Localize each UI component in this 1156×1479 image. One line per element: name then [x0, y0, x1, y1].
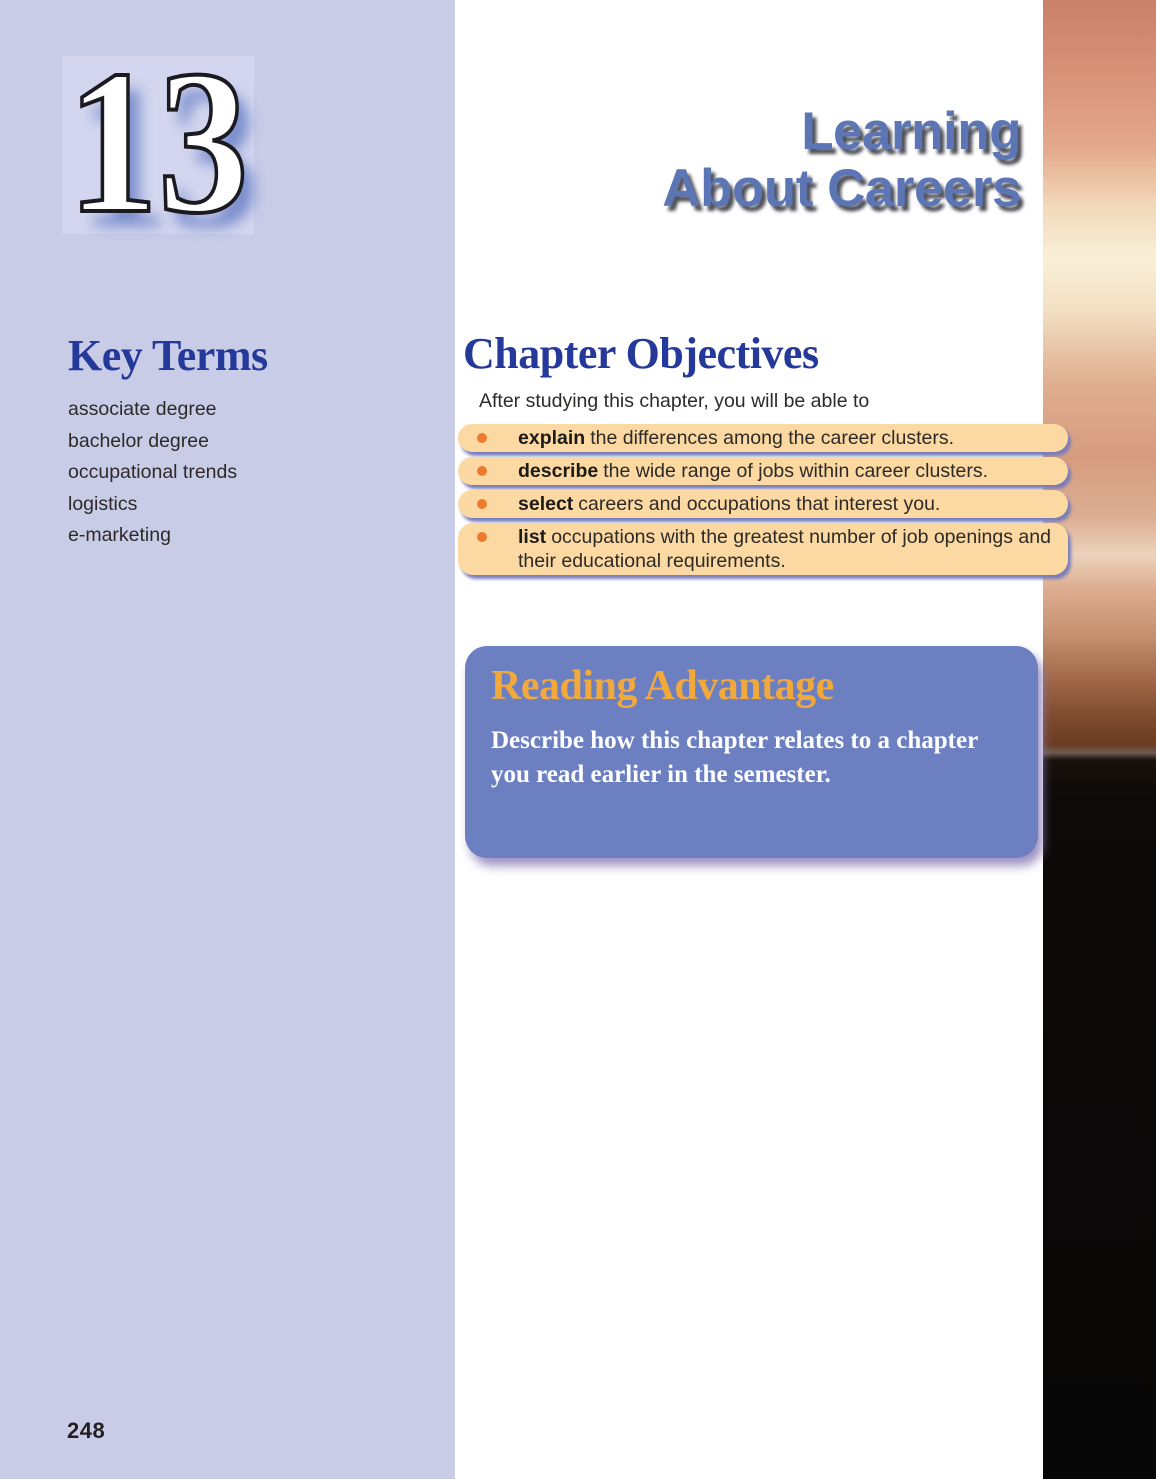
objective-keyword: explain: [518, 427, 586, 449]
reading-advantage-line1: Describe how this chapter relates to a chapter: [491, 727, 979, 754]
objectives-list: [458, 424, 1068, 580]
objective-item: [458, 490, 1068, 518]
key-term: associate degree: [68, 398, 217, 420]
bullet-icon: [477, 433, 487, 443]
sidebar-panel: [0, 0, 455, 1479]
reading-advantage-line2: you read earlier in the semester.: [491, 761, 831, 788]
bullet-icon: [477, 499, 487, 509]
key-terms-list: [68, 394, 428, 552]
chapter-number: 13: [67, 27, 249, 256]
objective-keyword: describe: [518, 460, 599, 482]
key-term: occupational trends: [68, 461, 238, 483]
key-term: e-marketing: [68, 524, 171, 546]
objective-keyword: list: [518, 526, 547, 548]
objectives-heading: Chapter Objectives: [463, 329, 819, 378]
reading-advantage-box: [465, 646, 1038, 858]
objective-item: [458, 523, 1068, 575]
objectives-intro: After studying this chapter, you will be able to: [479, 390, 870, 412]
key-terms-heading: Key Terms: [68, 331, 268, 380]
photo-strip-image: [1043, 0, 1156, 1479]
objective-text: the differences among the career clusters.: [590, 427, 955, 449]
objective-text-line2: their educational requirements.: [518, 550, 786, 572]
key-term: logistics: [68, 492, 138, 515]
chapter-title-line2: About Careers: [662, 159, 1021, 218]
key-terms-section: [68, 332, 428, 552]
page-number: 248: [67, 1418, 106, 1443]
objective-item: [458, 457, 1068, 485]
objective-item: [458, 424, 1068, 452]
key-term: bachelor degree: [68, 429, 209, 452]
chapter-title-line1: Learning: [801, 102, 1021, 161]
bullet-icon: [477, 466, 487, 476]
bullet-icon: [477, 532, 487, 542]
reading-advantage-heading: Reading Advantage: [491, 663, 834, 709]
chapter-title: [455, 103, 1021, 217]
objective-text: occupations with the greatest number of job openings and: [551, 526, 1051, 548]
objective-text: careers and occupations that interest you.: [578, 493, 941, 515]
objective-keyword: select: [518, 493, 574, 515]
objective-text: the wide range of jobs within career clusters.: [603, 460, 988, 482]
reading-advantage-body: [491, 724, 1012, 792]
